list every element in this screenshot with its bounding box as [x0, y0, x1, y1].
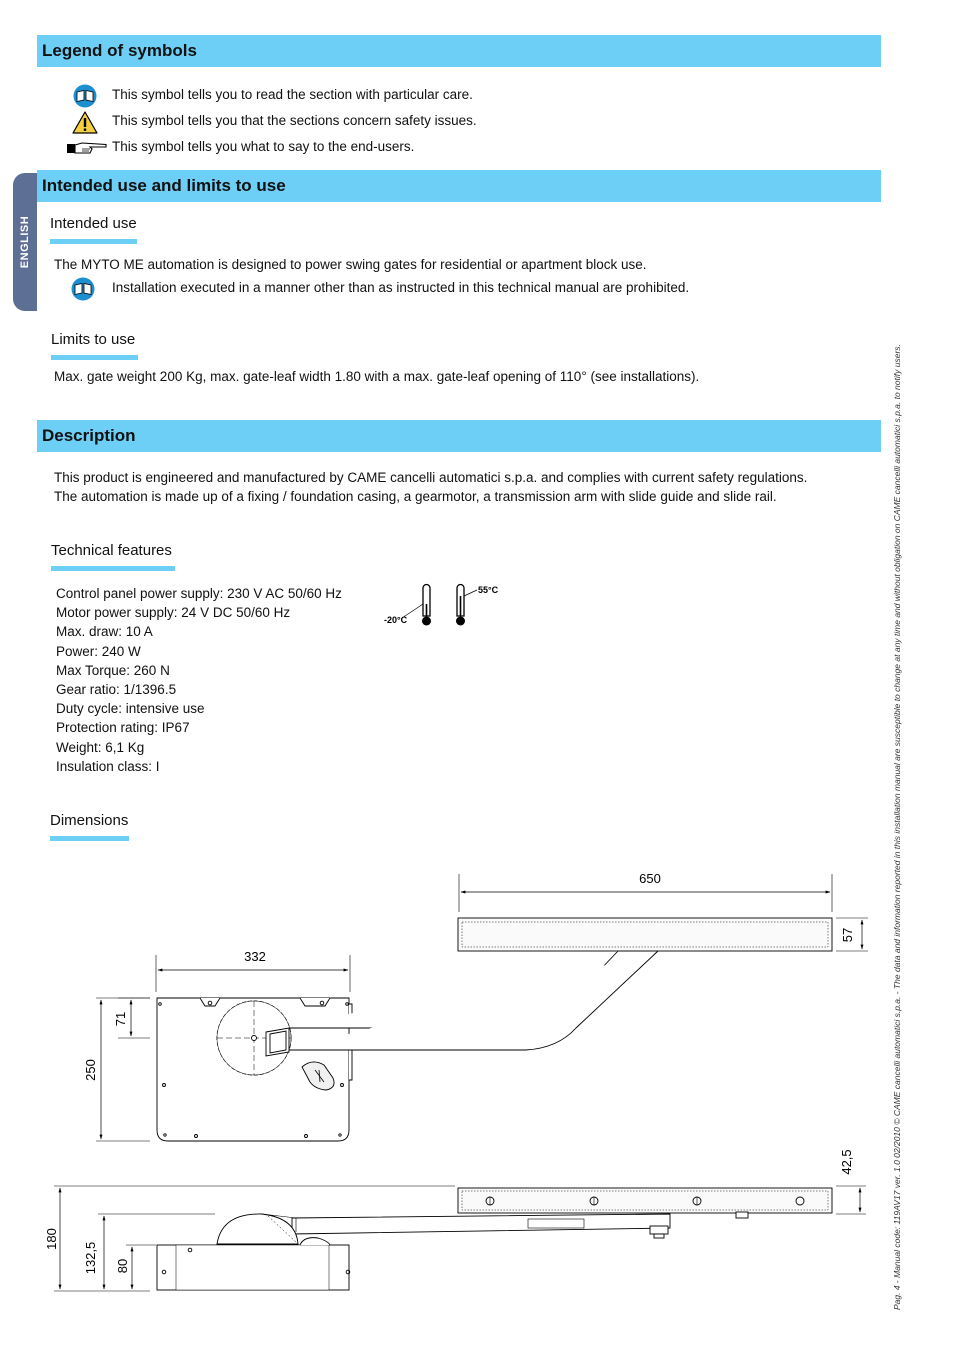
warning-icon — [71, 110, 99, 135]
spec-item: Gear ratio: 1/1396.5 — [56, 682, 177, 698]
limits-text: Max. gate weight 200 Kg, max. gate-leaf width 1.80 with a max. gate-leaf opening of 110° (see installations). — [54, 369, 700, 384]
book-icon — [70, 277, 96, 301]
thermometer-icon — [380, 580, 505, 632]
temp-max-label: 55°C — [478, 585, 499, 595]
dim-label-650: 650 — [639, 871, 661, 886]
language-tab-label: ENGLISH — [19, 215, 31, 269]
spec-item: Max. draw: 10 A — [56, 624, 153, 640]
subheading-underline — [50, 836, 129, 841]
subheading-underline — [50, 239, 137, 244]
spec-item: Control panel power supply: 230 V AC 50/60 Hz — [56, 586, 342, 601]
legend-item-text: This symbol tells you that the sections concern safety issues. — [112, 113, 477, 128]
subheading-underline — [51, 355, 138, 360]
legend-item-text: This symbol tells you what to say to the end-users. — [112, 139, 415, 154]
temp-min-label: -20°C — [384, 615, 408, 625]
subheading-intended-use: Intended use — [50, 215, 137, 232]
dim-label-332: 332 — [244, 949, 266, 964]
section-header-description: Description — [37, 420, 881, 452]
book-icon — [72, 84, 98, 108]
subheading-underline — [51, 566, 175, 571]
dim-label-180: 180 — [44, 1228, 59, 1250]
description-line-1: This product is engineered and manufactured by CAME cancelli automatici s.p.a. and complies with current safety regulations. — [54, 470, 808, 485]
spec-item: Duty cycle: intensive use — [56, 701, 205, 717]
dim-label-250: 250 — [83, 1059, 98, 1081]
dimension-drawing-views — [40, 860, 880, 1310]
footer-note: Pag. 4 - Manual code: 119AV17 ver. 1.0 02/2010 © CAME cancelli automatici s.p.a. - The data and information reported in this installation manual are susceptible to change at any time and without obligation on CAME cancelli automatici s.p.a. to notify users. — [892, 344, 902, 1310]
description-line-2: The automation is made up of a fixing / foundation casing, a gearmotor, a transmission arm with slide guide and slide rail. — [54, 489, 777, 504]
pointing-hand-icon — [66, 140, 108, 156]
dim-label-57: 57 — [840, 927, 855, 943]
dim-label-42-5: 42,5 — [839, 1149, 854, 1175]
subheading-limits: Limits to use — [51, 331, 136, 348]
dim-label-132-5: 132,5 — [83, 1241, 98, 1275]
spec-item: Protection rating: IP67 — [56, 720, 190, 736]
dim-label-80: 80 — [115, 1258, 130, 1274]
spec-item: Weight: 6,1 Kg — [56, 739, 145, 755]
dimensions-unit: (mm) — [54, 863, 84, 877]
spec-list — [56, 584, 342, 776]
spec-item: Power: 240 W — [56, 643, 141, 659]
legend-item-text: This symbol tells you to read the section with particular care. — [112, 87, 473, 102]
subheading-technical-features: Technical features — [51, 542, 172, 559]
spec-item: Motor power supply: 24 V DC 50/60 Hz — [56, 605, 291, 621]
spec-item: Max Torque: 260 N — [56, 662, 170, 678]
section-header-legend: Legend of symbols — [37, 35, 881, 67]
intended-use-text: The MYTO ME automation is designed to power swing gates for residential or apartment block use. — [54, 257, 647, 272]
dim-label-71: 71 — [113, 1011, 128, 1027]
spec-item: Insulation class: I — [56, 758, 160, 774]
intended-use-warning: Installation executed in a manner other than as instructed in this technical manual are prohibited. — [112, 280, 690, 295]
subheading-dimensions: Dimensions — [50, 812, 129, 829]
section-header-intended-use: Intended use and limits to use — [37, 170, 881, 202]
